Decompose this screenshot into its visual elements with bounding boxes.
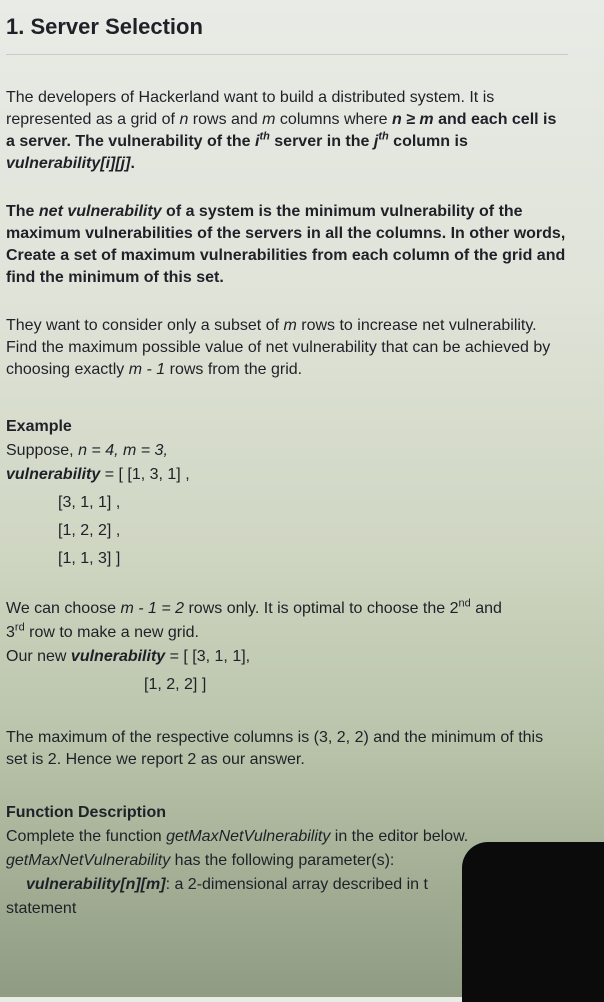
subset-text: rows from the grid. — [165, 361, 303, 378]
page-title: 1. Server Selection — [6, 14, 568, 55]
net-term: net vulnerability — [38, 203, 162, 220]
new-prefix: Our new — [6, 648, 71, 665]
intro-text: rows and — [188, 111, 263, 128]
intro-text: column is — [388, 133, 468, 150]
choose-text: row to make a new grid. — [24, 624, 199, 641]
example-heading: Example — [6, 418, 72, 435]
intro-paragraph — [6, 87, 568, 175]
subset-text: They want to consider only a subset of — [6, 317, 284, 334]
function-text: Complete the function — [6, 828, 167, 845]
vulnerability-label: vulnerability — [70, 648, 166, 665]
matrix-row: [1, 2, 2] , — [58, 522, 121, 539]
intro-text: server in the — [269, 133, 374, 150]
net-text: The — [6, 203, 39, 220]
function-text: in the editor below. — [330, 828, 469, 845]
choose-text: rows only. It is optimal to choose the 2 — [184, 600, 459, 617]
example-section — [6, 415, 568, 771]
sup-rd: rd — [14, 621, 25, 634]
choose-text: We can choose — [6, 600, 121, 617]
intro-text: . — [130, 155, 135, 172]
choose-text: 3 — [6, 624, 15, 641]
parameter-name: vulnerability[n][m] — [26, 876, 166, 893]
function-heading: Function Description — [6, 804, 166, 821]
var-n: n — [179, 111, 189, 128]
sup-th: th — [259, 130, 270, 143]
vuln-expression: vulnerability[i][j] — [6, 155, 131, 172]
choose-expression: m - 1 = 2 — [120, 600, 185, 617]
suppose-prefix: Suppose, — [6, 442, 79, 459]
matrix-row: [1, 1, 3] ] — [58, 550, 121, 567]
parameter-tail: statement — [6, 900, 77, 917]
result-paragraph: The maximum of the respective columns is (3, 2, 2) and the minimum of this set is 2. Hence we report 2 as our answer. — [6, 729, 544, 768]
function-text: has the following parameter(s): — [170, 852, 395, 869]
choose-line — [6, 597, 568, 621]
matrix-row: = [ [3, 1, 1], — [165, 648, 251, 665]
intro-text: The developers of Hackerland want to build a distributed system. It is represented as a grid of — [6, 89, 495, 128]
vulnerability-line — [6, 463, 568, 487]
redaction-block — [462, 842, 604, 1002]
suppose-line — [6, 439, 568, 463]
var-m: m — [283, 317, 297, 334]
parameter-description: : a 2-dimensional array described in t — [165, 876, 428, 893]
condition: n ≥ m — [391, 111, 434, 128]
matrix-row: = [ [1, 3, 1] , — [100, 466, 190, 483]
suppose-values: n = 4, m = 3, — [78, 442, 168, 459]
net-paragraph — [6, 201, 568, 289]
subset-text: rows to increase net vulnerability. Find the maximum possible value of net vulnerability that can be achieved by choosing exactly — [6, 317, 551, 378]
var-i: i — [254, 133, 260, 150]
choose-text: and — [470, 600, 502, 617]
subset-paragraph — [6, 315, 568, 381]
function-name: getMaxNetVulnerability — [166, 828, 331, 845]
matrix-row: [3, 1, 1] , — [58, 494, 121, 511]
sup-nd: nd — [458, 597, 471, 610]
var-j: j — [373, 133, 379, 150]
sup-th: th — [378, 130, 389, 143]
function-name: getMaxNetVulnerability — [6, 852, 171, 869]
net-text: of a system is the minimum vulnerability of the maximum vulnerabilities of the servers in all the columns. In other words, Create a set of maximum vulnerabilities from each column of the grid and find the minimum of this set. — [6, 203, 566, 286]
subset-expression: m - 1 — [128, 361, 166, 378]
vulnerability-label: vulnerability — [6, 466, 101, 483]
intro-text: columns where — [275, 111, 392, 128]
var-m: m — [262, 111, 276, 128]
intro-text: and each cell is a server. The vulnerability of the — [6, 111, 557, 150]
choose-line-2 — [6, 621, 568, 645]
new-vulnerability-line — [6, 645, 568, 669]
matrix-row: [1, 2, 2] ] — [144, 676, 207, 693]
